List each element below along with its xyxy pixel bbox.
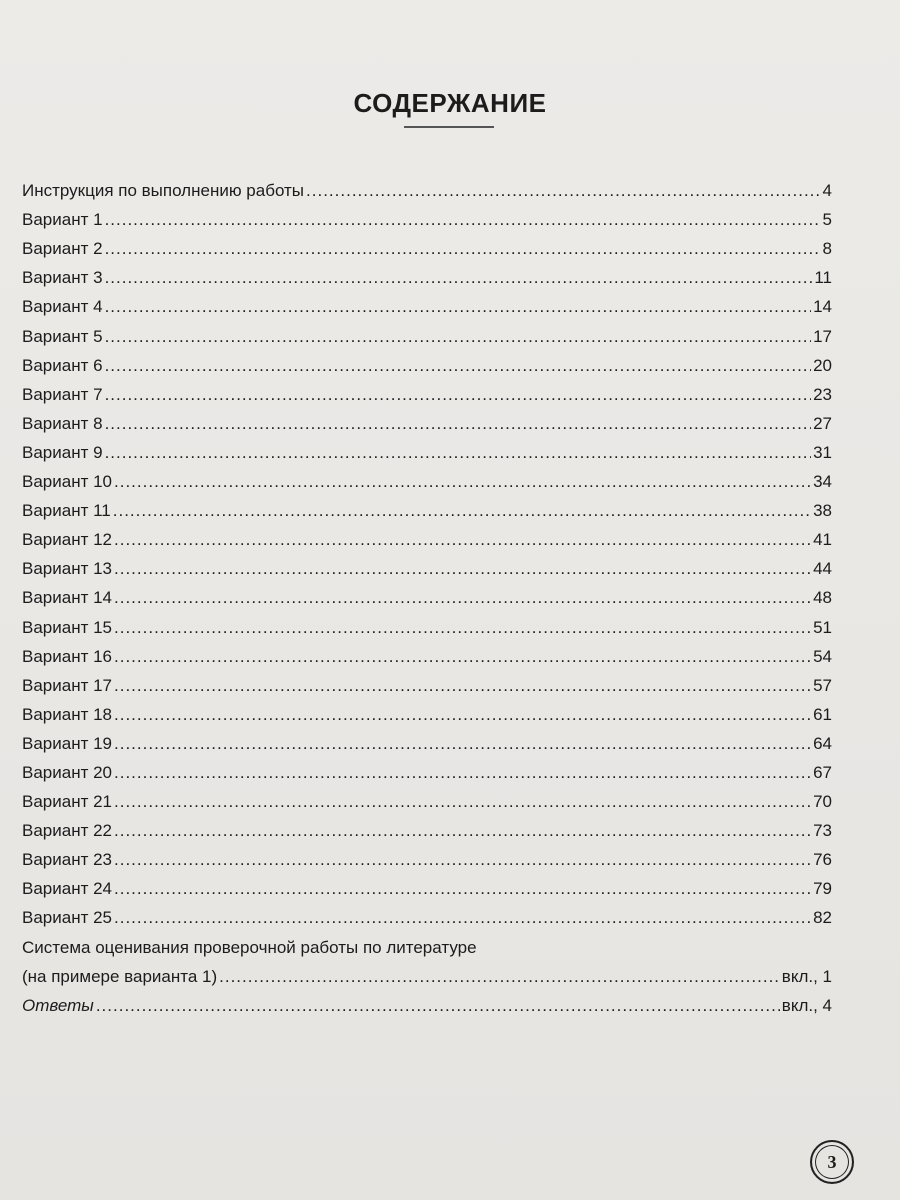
- toc-entry-label: Вариант 11: [22, 501, 111, 521]
- toc-entry-label: Вариант 17: [22, 675, 113, 695]
- toc-entry-page: 34: [813, 472, 832, 492]
- toc-entry-label: (на примере варианта 1): [22, 966, 218, 986]
- toc-leader-dots: [114, 705, 811, 725]
- toc-entry-page: 41: [813, 530, 832, 550]
- toc-entry[interactable]: [22, 899, 832, 928]
- toc-entry-answers[interactable]: [22, 987, 832, 1016]
- toc-entry-page: 54: [813, 646, 832, 666]
- toc-entry[interactable]: [22, 376, 832, 405]
- toc-entry-page: 14: [813, 297, 832, 317]
- toc-entry[interactable]: [22, 317, 832, 346]
- toc-entry[interactable]: [22, 288, 832, 317]
- toc-leader-dots: [114, 792, 811, 812]
- toc-leader-dots: [113, 501, 811, 521]
- toc-entry-page: 23: [813, 384, 832, 404]
- toc-entry[interactable]: [22, 608, 832, 637]
- toc-leader-dots: [105, 385, 812, 405]
- toc-leader-dots: [96, 996, 780, 1016]
- toc-entry-page: 67: [813, 762, 832, 782]
- toc-entry-page: 79: [813, 879, 832, 899]
- toc-entry-label: Вариант 12: [22, 530, 113, 550]
- toc-leader-dots: [114, 734, 811, 754]
- toc-entry[interactable]: [22, 638, 832, 667]
- toc-leader-dots: [105, 297, 812, 317]
- page-title: СОДЕРЖАНИЕ: [353, 88, 547, 118]
- table-of-contents: [22, 172, 832, 1016]
- toc-entry-page: 31: [813, 442, 832, 462]
- toc-entry[interactable]: [22, 201, 832, 230]
- toc-entry-label: Вариант 24: [22, 879, 113, 899]
- toc-entry-label: Вариант 4: [22, 297, 103, 317]
- toc-entry-label: Вариант 3: [22, 268, 103, 288]
- toc-entry[interactable]: [22, 230, 832, 259]
- title-underline: [404, 126, 494, 128]
- toc-entry-page: 82: [813, 908, 832, 928]
- toc-leader-dots: [105, 414, 812, 434]
- toc-entry-page: 20: [813, 355, 832, 375]
- toc-leader-dots: [114, 908, 811, 928]
- toc-entry-page: 5: [822, 210, 832, 230]
- toc-entry[interactable]: [22, 347, 832, 376]
- toc-entry-label: Вариант 8: [22, 413, 103, 433]
- toc-entry-label: Вариант 22: [22, 821, 113, 841]
- toc-entry-page: 76: [813, 850, 832, 870]
- toc-leader-dots: [105, 356, 812, 376]
- toc-leader-dots: [105, 327, 812, 347]
- toc-entry[interactable]: [22, 783, 832, 812]
- toc-leader-dots: [219, 967, 780, 987]
- toc-entry-page: 38: [813, 501, 832, 521]
- toc-entry[interactable]: [22, 870, 832, 899]
- toc-leader-dots: [114, 879, 811, 899]
- toc-entry-label: Вариант 7: [22, 384, 103, 404]
- toc-leader-dots: [105, 443, 812, 463]
- toc-entry-label: Вариант 10: [22, 472, 113, 492]
- toc-entry-page: 11: [814, 268, 832, 288]
- toc-entry[interactable]: [22, 667, 832, 696]
- toc-entry-page: вкл., 4: [781, 995, 832, 1015]
- toc-entry[interactable]: [22, 492, 832, 521]
- toc-entry-label: Вариант 6: [22, 355, 103, 375]
- toc-entry-label: Вариант 19: [22, 733, 113, 753]
- toc-entry[interactable]: [22, 434, 832, 463]
- toc-entry-label: Вариант 2: [22, 239, 103, 259]
- toc-entry-label: Вариант 9: [22, 442, 103, 462]
- toc-entry[interactable]: [22, 259, 832, 288]
- toc-entry[interactable]: [22, 463, 832, 492]
- toc-entry-page: вкл., 1: [781, 966, 832, 986]
- toc-entry[interactable]: [22, 841, 832, 870]
- toc-entry[interactable]: [22, 579, 832, 608]
- toc-entry-system-line2[interactable]: [22, 958, 832, 987]
- toc-entry-label: Вариант 25: [22, 908, 113, 928]
- toc-entry-page: 61: [813, 704, 832, 724]
- toc-entry-label: Вариант 13: [22, 559, 113, 579]
- toc-entry-label: Инструкция по выполнению работы: [22, 181, 305, 201]
- toc-entry-page: 8: [822, 239, 832, 259]
- toc-entry-page: 51: [813, 617, 832, 637]
- toc-leader-dots: [105, 268, 813, 288]
- toc-leader-dots: [114, 821, 811, 841]
- toc-leader-dots: [114, 676, 811, 696]
- toc-entry[interactable]: [22, 812, 832, 841]
- toc-entry-label: Вариант 15: [22, 617, 113, 637]
- toc-entry-page: 27: [813, 413, 832, 433]
- toc-entry-page: 70: [813, 792, 832, 812]
- toc-entry[interactable]: [22, 172, 832, 201]
- toc-entry[interactable]: [22, 754, 832, 783]
- toc-leader-dots: [114, 530, 811, 550]
- toc-entry-label: Вариант 1: [22, 210, 103, 230]
- toc-entry-page: 4: [822, 181, 832, 201]
- toc-entry-label: Система оценивания проверочной работы по литературе: [22, 937, 477, 957]
- toc-entry-system-line1[interactable]: [22, 928, 832, 957]
- toc-entry-label: Вариант 18: [22, 704, 113, 724]
- toc-entry-page: 57: [813, 675, 832, 695]
- toc-entry-label: Вариант 21: [22, 792, 113, 812]
- toc-leader-dots: [306, 181, 820, 201]
- toc-entry[interactable]: [22, 405, 832, 434]
- toc-entry-page: 64: [813, 733, 832, 753]
- toc-entry[interactable]: [22, 725, 832, 754]
- page-number-badge: 3: [810, 1140, 854, 1184]
- toc-leader-dots: [114, 559, 811, 579]
- toc-entry-label: Вариант 14: [22, 588, 113, 608]
- toc-entry-label: Вариант 16: [22, 646, 113, 666]
- toc-entry[interactable]: [22, 521, 832, 550]
- toc-leader-dots: [114, 618, 811, 638]
- toc-entry-page: 48: [813, 588, 832, 608]
- toc-entry-label: Вариант 20: [22, 762, 113, 782]
- toc-leader-dots: [105, 239, 820, 259]
- toc-leader-dots: [105, 210, 820, 230]
- toc-entry-page: 73: [813, 821, 832, 841]
- toc-leader-dots: [114, 850, 811, 870]
- toc-leader-dots: [114, 647, 811, 667]
- toc-entry-page: 44: [813, 559, 832, 579]
- toc-leader-dots: [114, 472, 811, 492]
- toc-entry[interactable]: [22, 696, 832, 725]
- toc-leader-dots: [114, 588, 811, 608]
- toc-entry-label: Ответы: [22, 995, 94, 1015]
- toc-entry-label: Вариант 23: [22, 850, 113, 870]
- toc-entry-label: Вариант 5: [22, 326, 103, 346]
- toc-entry-page: 17: [813, 326, 832, 346]
- toc-leader-dots: [114, 763, 811, 783]
- toc-entry[interactable]: [22, 550, 832, 579]
